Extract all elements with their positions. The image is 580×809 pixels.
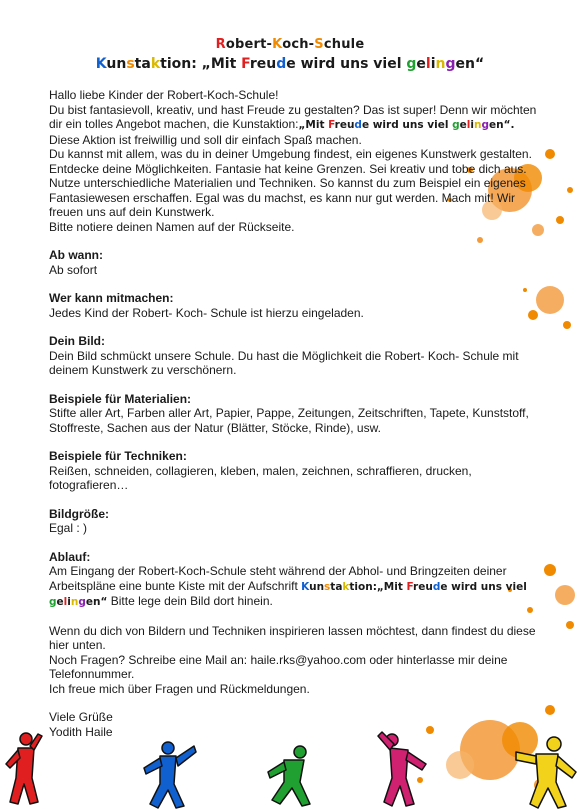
section-heading-techniken: Beispiele für Techniken: [49,449,187,463]
section-heading-wer: Wer kann mitmachen: [49,291,174,305]
section-text-wer: Jedes Kind der Robert- Koch- Schule ist hierzu eingeladen. [49,305,364,320]
ablauf-quote: „Mit Freude wird uns viel gelingen“ [49,580,527,608]
section-heading-bild: Dein Bild: [49,334,105,348]
dancing-figure-pink [372,728,432,809]
dancing-figure-red [4,730,44,809]
intro-paragraph [49,103,539,148]
intro-text-2: Diese Aktion ist freiwillig und soll dir einfach Spaß machen. [49,132,362,147]
ablauf-text-2: Bitte lege dein Bild dort hinein. [107,594,273,608]
section-heading-materialien: Beispiele für Materialien: [49,391,192,406]
section-heading-ab-wann: Ab wann: [49,248,103,262]
action-title: Kunstaktion: „Mit Freude wird uns viel gelingen“ [95,56,485,72]
closing-inspiration: Wenn du dich von Bildern und Techniken inspirieren lassen möchtest, dann findest du diese hier unten. [49,623,536,652]
section-text-techniken: Reißen, schneiden, collagieren, kleben, malen, zeichnen, schraffieren, drucken, fotografieren… [49,463,472,492]
signature: Yodith Haile [49,724,113,739]
ablauf-text: Am Eingang der Robert-Koch-Schule steht während der Abhol- und Bringzeiten deiner Arbeitspläne eine bunte Kiste mit der Aufschrift [49,564,507,593]
section-text-bildgroesse: Egal : ) [49,521,88,535]
section-heading-ablauf: Ablauf: [49,549,91,564]
name-note: Bitte notiere deinen Namen auf der Rückseite. [49,219,295,234]
ablauf-paragraph [49,564,539,610]
closing-questions: Noch Fragen? Schreibe eine Mail an: haile.rks@yahoo.com oder hinterlasse mir deine Telefonnummer. [49,652,508,681]
greeting: Hallo liebe Kinder der Robert-Koch-Schule! [49,88,279,102]
intro-quote: „Mit Freude wird uns viel gelingen“. [298,119,515,131]
section-text-bild: Dein Bild schmückt unsere Schule. Du hast die Möglichkeit die Robert- Koch- Schule mit deinem Kunstwerk zu verschönern. [49,348,519,377]
section-text-ab-wann: Ab sofort [49,262,98,277]
dancing-figure-yellow [510,732,580,809]
dancing-figure-blue [140,738,200,809]
ablauf-label: Kunstaktion: [301,580,377,593]
section-text-materialien: Stifte aller Art, Farben aller Art, Papier, Pappe, Zeitungen, Zeitschriften, Tapete, Kunststoff, Stoffreste, Sachen aus der Natur (Blätter, Stöcke, Rinde), usw. [49,406,529,435]
dancing-figure-green [262,742,322,809]
section-heading-bildgroesse: Bildgröße: [49,506,109,521]
school-title: Robert-Koch-Schule [215,37,365,52]
intro-paragraph-2: Du kannst mit allem, was du in deiner Umgebung findest, ein eigenes Kunstwerk gestalten. Entdecke deine Möglichkeiten. Fantasie hat keine Grenzen. Sei kreativ und tobe dich aus. Nutze unterschiedliche Materialien und Techniken. So kannst du zum Beispiel ein eigenes Fantasiewesen erschaffen. Egal was du machst, es kann nur gut werden. Mach mit! Wir freuen uns auf dein Kunstwerk. [49,147,532,219]
letter-body [49,88,539,739]
closing-feedback: Ich freue mich über Fragen und Rückmeldungen. [49,681,310,696]
intro-text: Du bist fantasievoll, kreativ, und hast Freude zu gestalten? Das ist super! Denn wir möchten dir ein tolles Angebot machen, die Kunstaktion: [49,102,537,131]
signoff: Viele Grüße [49,710,113,724]
